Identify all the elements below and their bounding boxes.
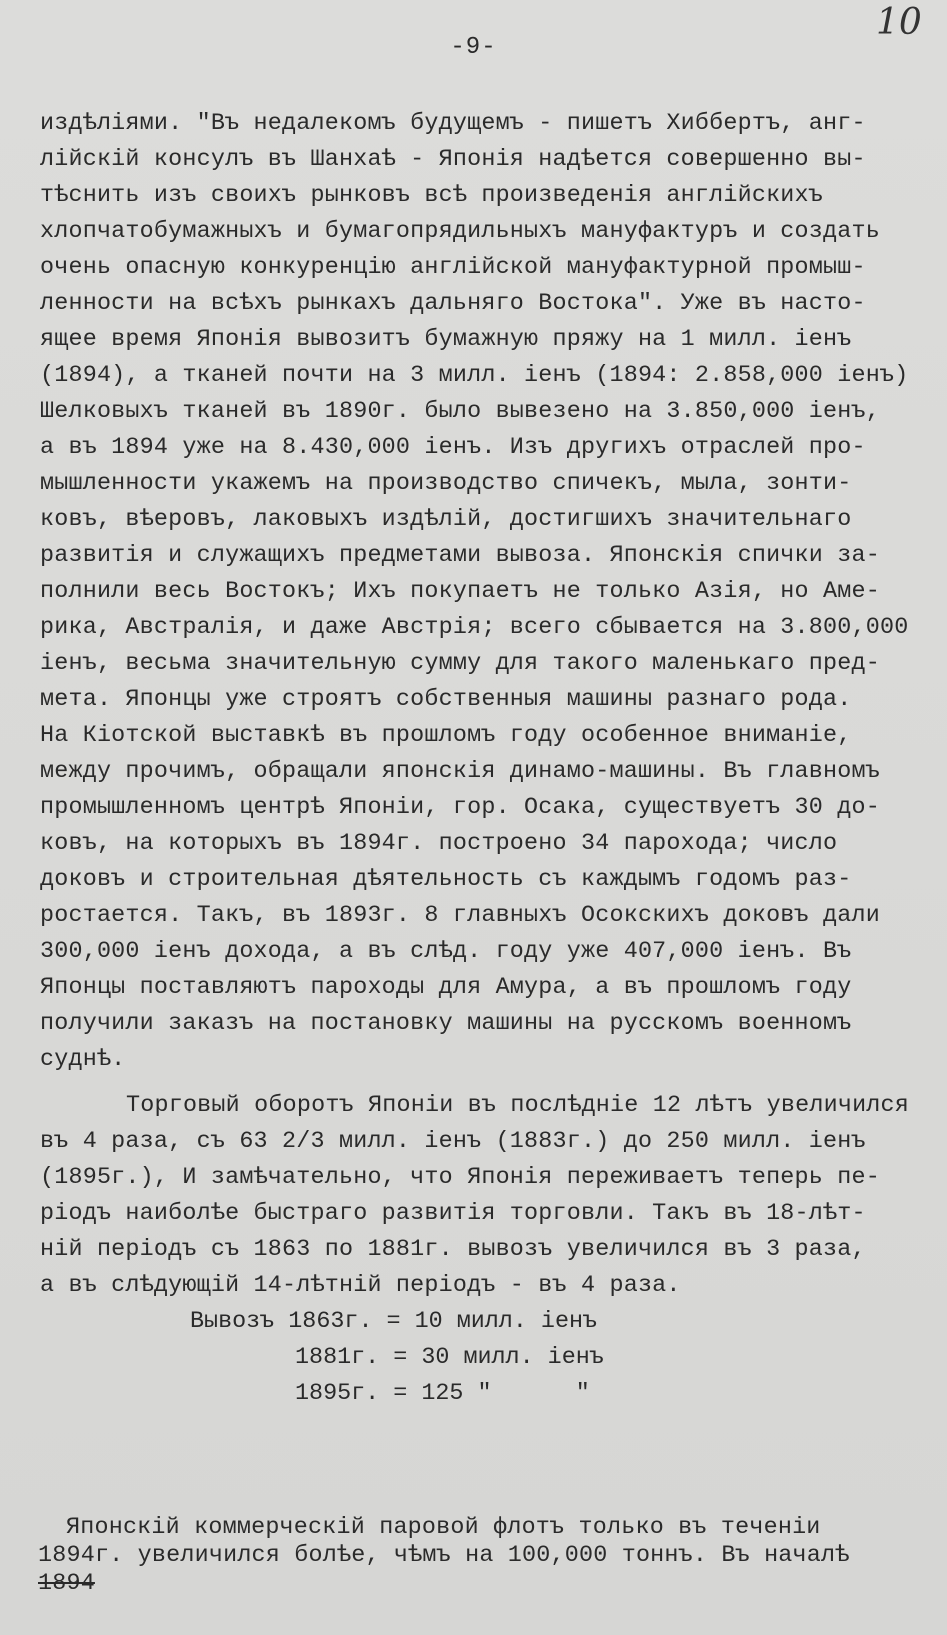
export-row: 1881г. = 30 милл. iенъ [295,1345,604,1371]
text-line: а въ слѣдующiй 14-лѣтнiй перiодъ - въ 4 раза. [40,1273,681,1299]
text-line: полнили весь Востокъ; Ихъ покупаетъ не только Азiя, но Аме- [40,579,880,605]
text-line: На Кiотской выставкѣ въ прошломъ году особенное вниманiе, [40,723,852,749]
paragraph-2 [40,1088,920,1304]
text-line: ростается. Такъ, въ 1893г. 8 главныхъ Осокскихъ доковъ дали [40,903,880,929]
text-line: очень опасную конкуренцiю англiйской мануфактурной промыш- [40,255,866,281]
text-line: издѣлiями. "Въ недалекомъ будущемъ - пишетъ Хиббертъ, анг- [40,111,866,137]
text-line: доковъ и строительная дѣятельность съ каждымъ годомъ раз- [40,867,852,893]
paragraph-gap [40,1078,920,1088]
text-line: развитiя и служащихъ предметами вывоза. Японскiя спички за- [40,543,880,569]
page-number: -9- [450,34,497,61]
paragraph-1 [40,106,920,1078]
text-line: Японскiй коммерческiй паровой флотъ только въ теченiи [66,1515,821,1541]
text-line: хлопчатобумажныхъ и бумагопрядильныхъ мануфактуръ и создать [40,219,880,245]
export-table [40,1304,920,1412]
text-line: iенъ, весьма значительную сумму для такого маленькаго пред- [40,651,880,677]
body-text [40,106,920,1412]
text-line: Торговый оборотъ Японiи въ послѣднiе 12 лѣтъ увеличился [126,1093,910,1119]
struck-text-line: 1894 [38,1571,95,1597]
text-line: въ 4 раза, съ 63 2/3 милл. iенъ (1883г.) до 250 милл. iенъ [40,1129,866,1155]
text-line: ковъ, на которыхъ въ 1894г. построено 34 парохода; число [40,831,838,857]
text-line: (1895г.), И замѣчательно, что Японiя переживаетъ теперь пе- [40,1165,880,1191]
text-line: ленности на всѣхъ рынкахъ дальняго Востока". Уже въ насто- [40,291,866,317]
text-line: суднѣ. [40,1047,126,1073]
text-line: мета. Японцы уже строятъ собственныя машины разнаго рода. [40,687,852,713]
text-line: рiодъ наиболѣе быстраго развитiя торговли. Такъ въ 18-лѣт- [40,1201,866,1227]
text-line: промышленномъ центрѣ Японiи, гор. Осака, существуетъ 30 до- [40,795,880,821]
export-row: Вывозъ 1863г. = 10 милл. iенъ [190,1309,598,1335]
text-line: ковъ, вѣеровъ, лаковыхъ издѣлiй, достигшихъ значительнаго [40,507,852,533]
text-line: 1894г. увеличился болѣе, чѣмъ на 100,000 тоннъ. Въ началѣ [38,1543,850,1569]
export-row: 1895г. = 125 " " [295,1381,590,1407]
handwritten-page-mark: 10 [876,2,922,43]
text-line: 300,000 iенъ дохода, а въ слѣд. году уже 407,000 iенъ. Въ [40,939,852,965]
text-line: тѣснить изъ своихъ рынковъ всѣ произведенiя англiйскихъ [40,183,824,209]
text-line: лiйскiй консулъ въ Шанхаѣ - Японiя надѣется совершенно вы- [40,147,866,173]
text-line: Японцы поставляютъ пароходы для Амура, а въ прошломъ году [40,975,852,1001]
text-line: получили заказъ на постановку машины на русскомъ военномъ [40,1011,852,1037]
text-line: нiй перiодъ съ 1863 по 1881г. вывозъ увеличился въ 3 раза, [40,1237,866,1263]
paragraph-3 [38,1514,918,1598]
text-line: ящее время Японiя вывозитъ бумажную пряжу на 1 милл. iенъ [40,327,852,353]
text-line: (1894), а тканей почти на 3 милл. iенъ (1894: 2.858,000 iенъ) [40,363,909,389]
text-line: а въ 1894 уже на 8.430,000 iенъ. Изъ другихъ отраслей про- [40,435,866,461]
text-line: рика, Австралiя, и даже Австрiя; всего сбывается на 3.800,000 [40,615,909,641]
text-line: мышленности укажемъ на производство спичекъ, мыла, зонти- [40,471,852,497]
text-line: между прочимъ, обращали японскiя динамо-машины. Въ главномъ [40,759,880,785]
text-line: Шелковыхъ тканей въ 1890г. было вывезено на 3.850,000 iенъ, [40,399,880,425]
